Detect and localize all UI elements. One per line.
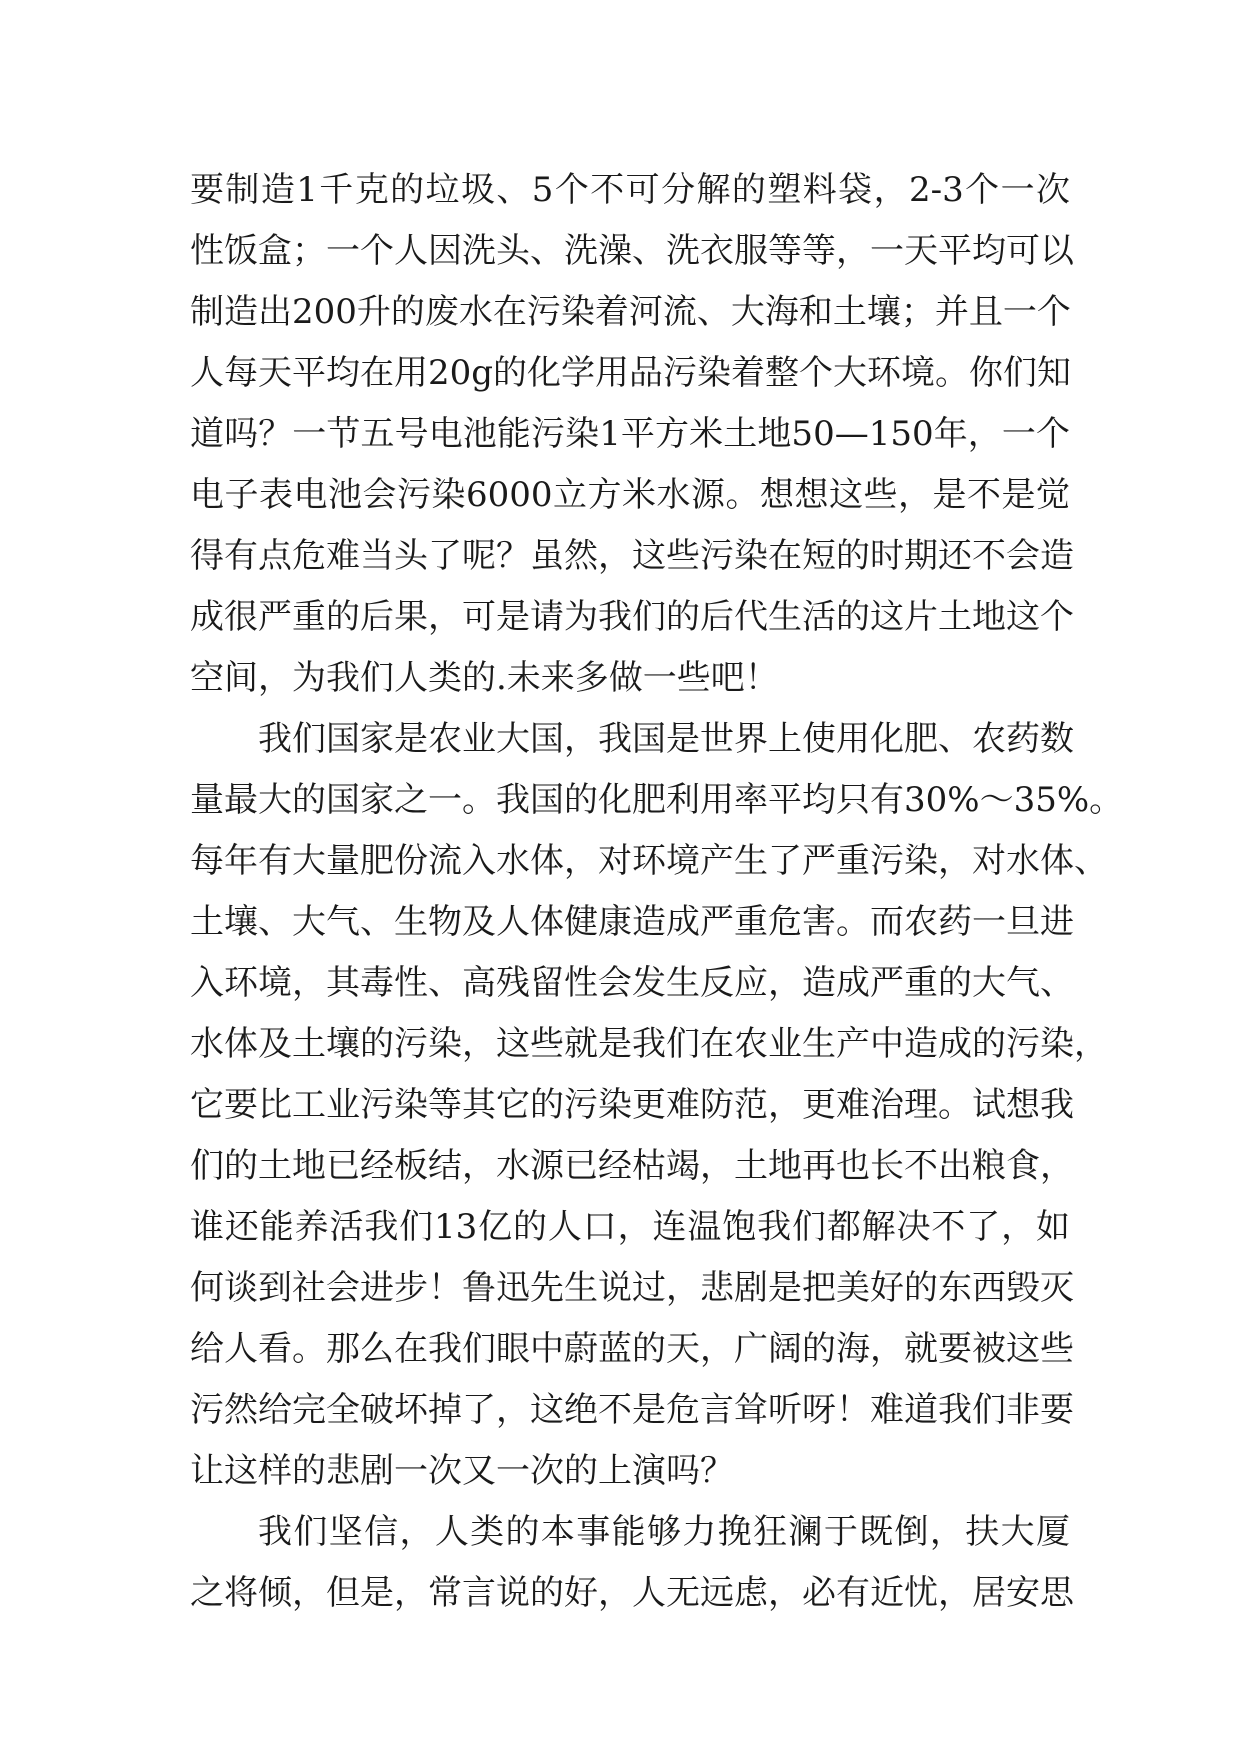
text-line: 水体及土壤的污染，这些就是我们在农业生产中造成的污染， [190, 1024, 1108, 1064]
text-line: 空间，为我们人类的.未来多做一些吧！ [190, 658, 779, 698]
text-line: 电子表电池会污染6000立方米水源。想想这些，是不是觉 [190, 475, 1070, 515]
text-line: 给人看。那么在我们眼中蔚蓝的天，广阔的海，就要被这些 [190, 1329, 1074, 1369]
text-line: 量最大的国家之一。我国的化肥利用率平均只有30%～35%。 [190, 780, 1124, 820]
paragraph-first-line: 我们国家是农业大国，我国是世界上使用化肥、农药数 [258, 719, 1074, 759]
text-line: 污然给完全破坏掉了，这绝不是危言耸听呀！难道我们非要 [190, 1390, 1074, 1430]
text-line: 要制造1千克的垃圾、5个不可分解的塑料袋，2-3个一次 [190, 170, 1070, 210]
text-line: 谁还能养活我们13亿的人口，连温饱我们都解决不了，如 [190, 1207, 1070, 1247]
text-line: 何谈到社会进步！鲁迅先生说过，悲剧是把美好的东西毁灭 [190, 1268, 1074, 1308]
text-line: 们的土地已经板结，水源已经枯竭，土地再也长不出粮食， [190, 1146, 1074, 1186]
text-line: 之将倾，但是，常言说的好，人无远虑，必有近忧，居安思 [190, 1573, 1074, 1613]
text-line: 道吗？一节五号电池能污染1平方米土地50—150年，一个 [190, 414, 1070, 454]
text-line: 每年有大量肥份流入水体，对环境产生了严重污染，对水体、 [190, 841, 1108, 881]
text-line: 入环境，其毒性、高残留性会发生反应，造成严重的大气、 [190, 963, 1074, 1003]
text-line: 得有点危难当头了呢？虽然，这些污染在短的时期还不会造 [190, 536, 1074, 576]
text-line: 它要比工业污染等其它的污染更难防范，更难治理。试想我 [190, 1085, 1074, 1125]
text-line: 土壤、大气、生物及人体健康造成严重危害。而农药一旦进 [190, 902, 1074, 942]
text-line: 成很严重的后果，可是请为我们的后代生活的这片土地这个 [190, 597, 1074, 637]
text-line: 人每天平均在用20g的化学用品污染着整个大环境。你们知 [190, 353, 1072, 393]
text-line: 制造出200升的废水在污染着河流、大海和土壤；并且一个 [190, 292, 1071, 332]
text-line: 让这样的悲剧一次又一次的上演吗？ [190, 1451, 734, 1491]
document-body [190, 160, 1124, 1624]
text-line: 性饭盒；一个人因洗头、洗澡、洗衣服等等，一天平均可以 [190, 231, 1074, 271]
paragraph-first-line: 我们坚信，人类的本事能够力挽狂澜于既倒，扶大厦 [258, 1512, 1070, 1552]
